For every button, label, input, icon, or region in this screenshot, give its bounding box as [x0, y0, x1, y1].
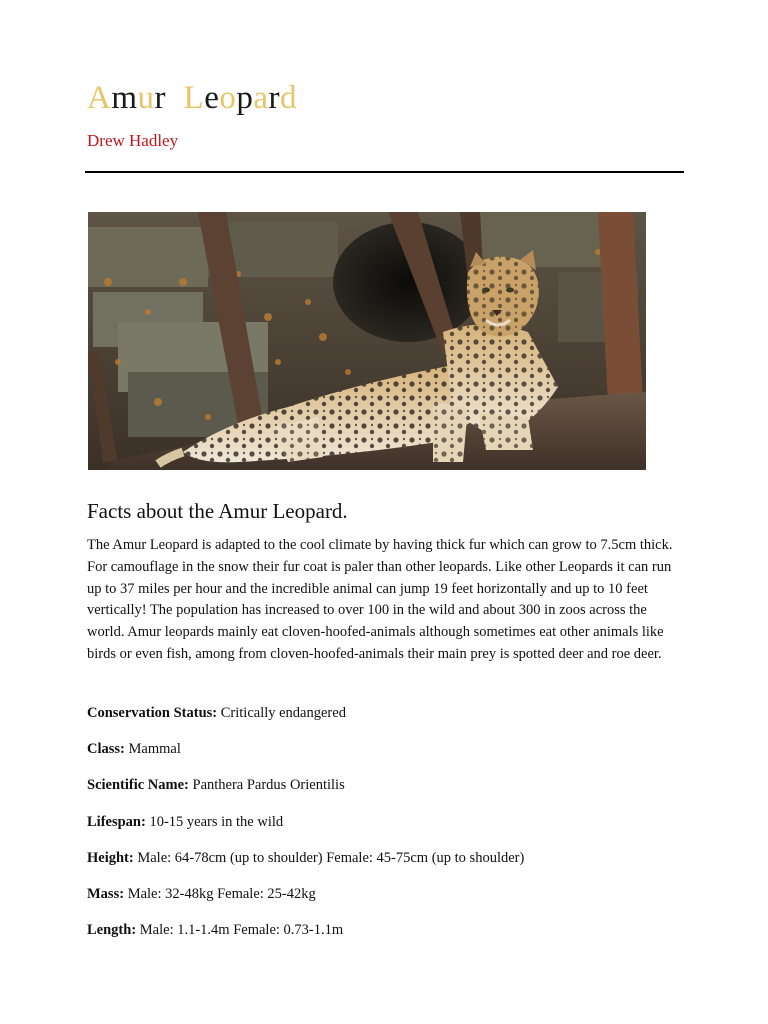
title-letter: r: [154, 80, 167, 116]
fact-height: [87, 848, 684, 884]
leopard-photo: [88, 212, 646, 470]
title-letter: d: [280, 80, 297, 116]
author-name: Drew Hadley: [87, 131, 179, 150]
fact-value: Male: 1.1-1.4m Female: 0.73-1.1m: [136, 922, 344, 939]
fact-label: Length:: [87, 922, 137, 939]
title-letter: u: [137, 80, 155, 116]
fact-label: Conservation Status:: [87, 705, 218, 721]
fact-label: Mass:: [87, 885, 125, 902]
title-letter: [175, 78, 184, 118]
title-letter: r: [268, 80, 280, 116]
fact-value: Critically endangered: [217, 705, 346, 721]
fact-value: Male: 32-48kg Female: 25-42kg: [124, 885, 316, 902]
title-letter: m: [111, 80, 138, 116]
title-letter: p: [236, 80, 254, 116]
title-letter: [166, 78, 175, 118]
fact-value: Panthera Pardus Orientilis: [188, 777, 345, 794]
section-heading: Facts about the Amur Leopard.: [87, 499, 348, 523]
title-letter: A: [87, 80, 112, 116]
fact-value: Mammal: [124, 741, 181, 758]
fact-mass: [87, 884, 684, 920]
fact-class: [87, 739, 684, 775]
facts-list: [87, 703, 684, 956]
title-letter: L: [183, 80, 205, 116]
fact-scientific-name: [87, 775, 684, 811]
fact-conservation-status: [87, 703, 684, 739]
body-paragraph: The Amur Leopard is adapted to the cool climate by having thick fur which can grow to 7.5cm thick. For camouflage in the snow their fur coat is paler than other leopards. Like other Leopards it can run up to 37 miles per hour and the incredible animal can jump 19 feet horizontally and up to 10 feet vertically! The population has increased to over 100 in the wild and about 300 in zoos across the world. Amur leopards mainly eat cloven-hoofed-animals although sometimes eat other animals like birds or even fish, among from cloven-hoofed-animals their main prey is spotted deer and roe deer.: [87, 537, 673, 662]
fact-label: Scientific Name:: [87, 777, 189, 794]
title-letter: o: [219, 80, 237, 116]
title-letter: e: [204, 80, 220, 116]
horizontal-divider: [85, 171, 684, 173]
document-title: [87, 78, 297, 118]
fact-value: 10-15 years in the wild: [145, 813, 284, 830]
title-letter: a: [253, 80, 269, 116]
fact-lifespan: [87, 812, 684, 848]
fact-length: [87, 920, 684, 956]
fact-label: Class:: [87, 741, 125, 758]
fact-label: Lifespan:: [87, 813, 146, 830]
leopard-photo-icon: [88, 212, 646, 470]
fact-label: Height:: [87, 849, 134, 866]
fact-value: Male: 64-78cm (up to shoulder) Female: 45-75cm (up to shoulder): [133, 849, 525, 866]
